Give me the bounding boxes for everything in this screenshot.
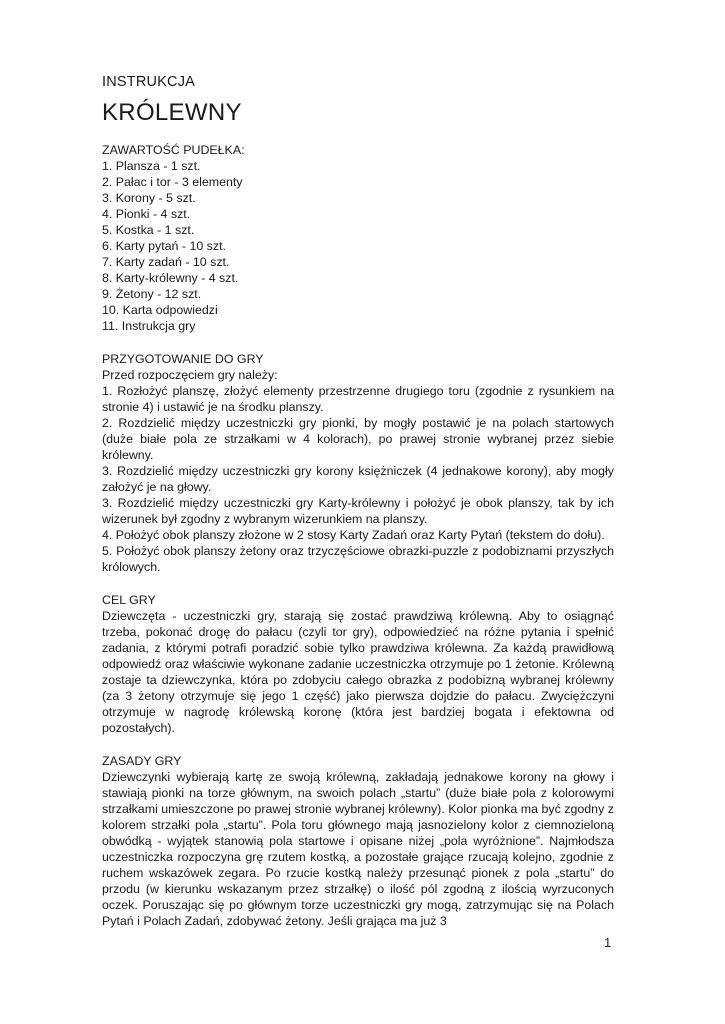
- list-item: 11. Instrukcja gry: [102, 319, 196, 333]
- setup-step: 2. Rozdzielić między uczestniczki gry pionki, by mogły postawić je na polach startowych (duże białe pola ze strzałkami w 4 kolorach), po prawej stronie wybranej przez siebie królewny.: [102, 416, 614, 462]
- rules-text: Dziewczynki wybierają kartę ze swoją królewną, zakładają jednakowe korony na głowy i stawiają pionki na torze głównym, na swoich polach „startu” (duże białe pola z kolorowymi strzałkami umieszczone po prawej stronie wybranej królewny). Kolor pionka ma być zgodny z kolorem strzałki pola „startu”. Pola toru głównego mają jasnozielony kolor z ciemnozieloną obwódką - wyjątek stanowią pola startowe i opisane niżej „pola wyróżnione”. Najmłodsza uczestniczka rozpoczyna grę rzutem kostką, a pozostałe grające rzucają kolejno, zgodnie z ruchem wskazówek zegara. Po rzucie kostką należy przesunąć pionek z pola „startu” do przodu (w kierunku wskazanym przez strzałkę) o ilość pól zgodną z ilością wyrzuconych oczek. Poruszając się po głównym torze uczestniczki gry mogą, zatrzymując się na Polach Pytań i Polach Zadań, zdobywać żetony. Jeśli grająca ma już 3: [102, 770, 614, 928]
- setup-section: [102, 351, 614, 575]
- setup-step: 5. Położyć obok planszy żetony oraz trzyczęściowe obrazki-puzzle z podobiznami przyszłych królowych.: [102, 544, 614, 574]
- setup-step: 3. Rozdzielić między uczestniczki gry Karty-królewny i położyć je obok planszy, tak by ich wizerunek był zgodny z wybranym wizerunkiem na planszy.: [102, 496, 614, 526]
- setup-step: 1. Rozłożyć planszę, złożyć elementy przestrzenne drugiego toru (zgodnie z rysunkiem na stronie 4) i ustawić je na środku planszy.: [102, 384, 614, 414]
- contents-heading: ZAWARTOŚĆ PUDEŁKA:: [102, 143, 245, 157]
- list-item: 5. Kostka - 1 szt.: [102, 223, 195, 237]
- rules-heading: ZASADY GRY: [102, 754, 182, 768]
- document-title: KRÓLEWNY: [102, 99, 242, 126]
- setup-intro: Przed rozpoczęciem gry należy:: [102, 368, 278, 382]
- setup-step: 4. Położyć obok planszy złożone w 2 stosy Karty Zadań oraz Karty Pytań (tekstem do dołu).: [102, 528, 605, 542]
- setup-heading: PRZYGOTOWANIE DO GRY: [102, 352, 264, 366]
- document-body: [102, 142, 614, 929]
- setup-step: 3. Rozdzielić między uczestniczki gry korony księżniczek (4 jednakowe korony), aby mogły założyć je na głowy.: [102, 464, 614, 494]
- rules-section: [102, 753, 614, 929]
- list-item: 9. Żetony - 12 szt.: [102, 287, 202, 301]
- list-item: 8. Karty-królewny - 4 szt.: [102, 271, 239, 285]
- list-item: 2. Pałac i tor - 3 elementy: [102, 175, 243, 189]
- goal-heading: CEL GRY: [102, 593, 156, 607]
- list-item: 7. Karty zadań - 10 szt.: [102, 255, 230, 269]
- list-item: 6. Karty pytań - 10 szt.: [102, 239, 226, 253]
- contents-section: [102, 142, 614, 334]
- list-item: 1. Plansza - 1 szt.: [102, 159, 201, 173]
- goal-text: Dziewczęta - uczestniczki gry, starają się zostać prawdziwą królewną. Aby to osiągnąć trzeba, pokonać drogę do pałacu (czyli tor gry), odpowiedzieć na różne pytania i spełnić zadania, z którymi potrafi poradzić sobie tylko prawdziwa królewna. Za każdą prawidłową odpowiedź oraz właściwie wykonane zadanie uczestniczka otrzymuje po 1 żetonie. Królewną zostaje ta dziewczynka, która po zdobyciu całego obrazka z podobizną wybranej królewny (za 3 żetony otrzymuje się jego 1 część) jako pierwsza dojdzie do pałacu. Zwyciężczyni otrzymuje w nagrodę królewską koronę (która jest bardziej bogata i efektowna od pozostałych).: [102, 609, 614, 735]
- document-kicker: INSTRUKCJA: [102, 74, 196, 90]
- list-item: 10. Karta odpowiedzi: [102, 303, 218, 317]
- list-item: 3. Korony - 5 szt.: [102, 191, 196, 205]
- page-number: 1: [604, 935, 612, 950]
- goal-section: [102, 592, 614, 736]
- list-item: 4. Pionki - 4 szt.: [102, 207, 191, 221]
- contents-list: [102, 158, 614, 334]
